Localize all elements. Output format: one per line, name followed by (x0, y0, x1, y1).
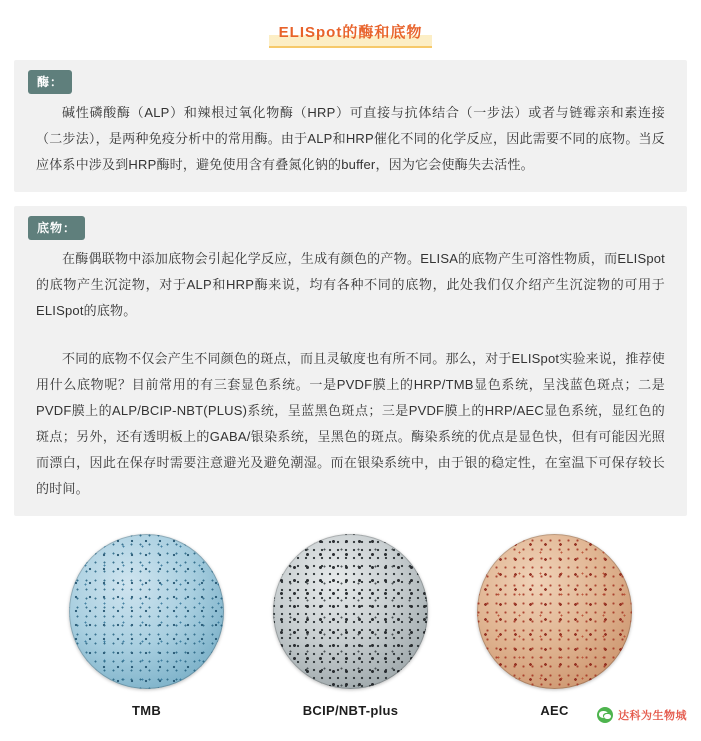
figure-row (0, 534, 701, 718)
figure-caption: BCIP/NBT-plus (302, 703, 399, 718)
section-enzyme (14, 60, 687, 192)
watermark (597, 707, 687, 723)
spot-pattern (273, 534, 428, 689)
section-body-enzyme (14, 96, 687, 178)
well-plate-blue-icon (69, 534, 224, 689)
section-body-substrate (14, 242, 687, 502)
spot-pattern (69, 534, 224, 689)
figure-bcip-nbt-plus (266, 534, 436, 718)
paragraph: 在酶偶联物中添加底物会引起化学反应，生成有颜色的产物。ELISA的底物产生可溶性物质，而ELISpot的底物产生沉淀物，对于ALP和HRP酶来说，均有各种不同的底物，此处我们仅介绍产生沉淀物的可用于ELISpot的底物。 (36, 251, 665, 318)
well-plate-red-icon (477, 534, 632, 689)
figure-aec (470, 534, 640, 718)
well-plate-gray-icon (273, 534, 428, 689)
spot-pattern (477, 534, 632, 689)
section-tag-enzyme: 酶： (28, 70, 72, 94)
figure-tmb (62, 534, 232, 718)
figure-caption: TMB (131, 703, 162, 718)
figure-caption: AEC (540, 703, 569, 718)
paragraph: 不同的底物不仅会产生不同颜色的斑点，而且灵敏度也有所不同。那么，对于ELISpot实验来说，推荐使用什么底物呢？目前常用的有三套显色系统。一是PVDF膜上的HRP/TMB显色系统，呈浅蓝色斑点；二是PVDF膜上的ALP/BCIP-NBT(PLUS)系统，呈蓝黑色斑点；三是PVDF膜上的HRP/AEC显色系统，显红色的斑点；另外，还有透明板上的GABA/银染系统，呈黑色的斑点。酶染系统的优点是显色快，但有可能因光照而漂白，因此在保存时需要注意避光及避免潮湿。而在银染系统中，由于银的稳定性，在室温下可保存较长的时间。 (36, 351, 665, 496)
section-substrate (14, 206, 687, 516)
paragraph: 碱性磷酸酶（ALP）和辣根过氧化物酶（HRP）可直接与抗体结合（一步法）或者与链霉亲和素连接（二步法），是两种免疫分析中的常用酶。由于ALP和HRP催化不同的化学反应，因此需要不同的底物。当反应体系中涉及到HRP酶时，避免使用含有叠氮化钠的buffer，因为它会使酶失去活性。 (36, 105, 665, 172)
page-title: ELISpot的酶和底物 (269, 18, 433, 48)
section-tag-substrate: 底物： (28, 216, 85, 240)
watermark-label: 达科为生物城 (618, 710, 687, 722)
wechat-icon (597, 707, 613, 723)
title-container (0, 0, 701, 60)
